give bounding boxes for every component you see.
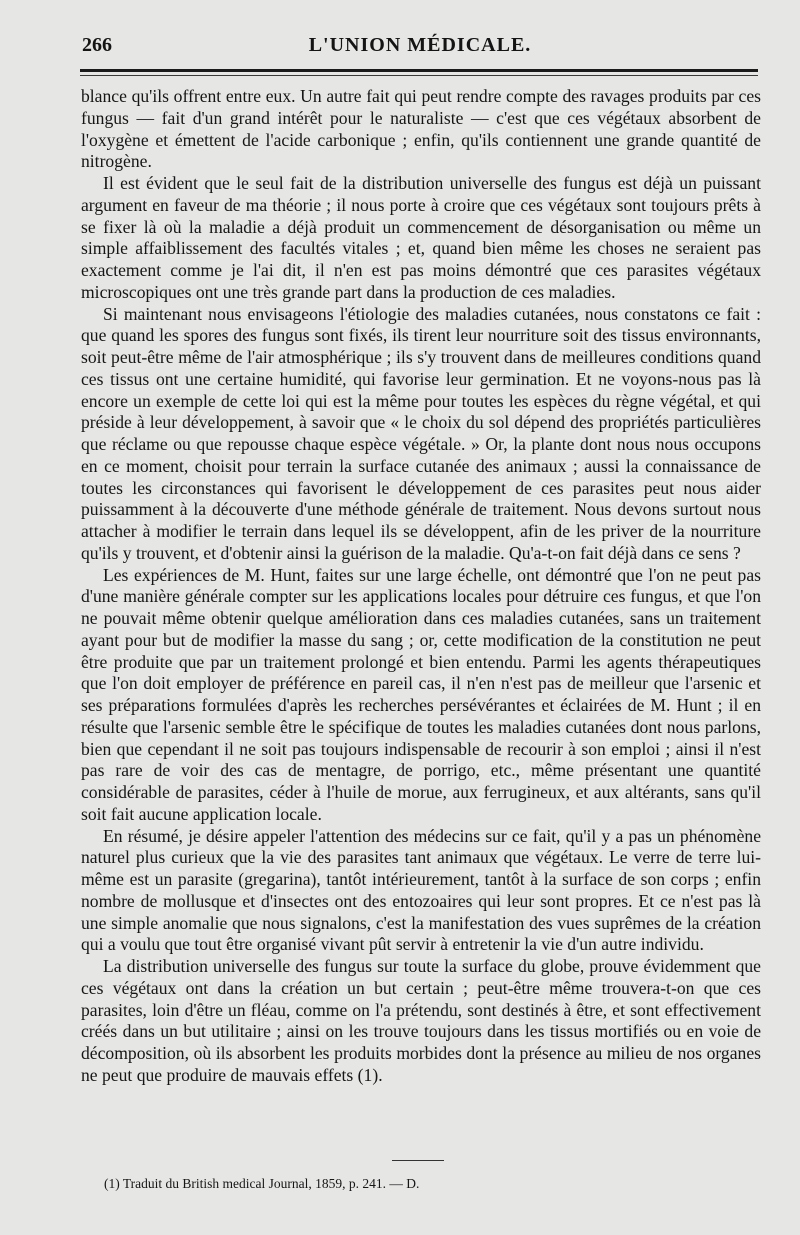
footnote-rule [392, 1160, 444, 1161]
paragraph-3: Si maintenant nous envisageons l'étiologie des maladies cutanées, nous constatons ce fait : que quand les spores des fungus sont fixés, ils tirent leur nourriture soit des tissus environnants, soit peut-être même de l'air atmosphérique ; ils s'y trouvent dans de meilleures conditions quand ces tissus ont une certaine humidité, qui favorise leur germination. Et ne voyons-nous pas là encore un exemple de cette loi qui est la même pour toutes les espèces du règne végétal, et qui préside à leur développement, à savoir que « le choix du sol dépend des propriétés particulières que réclame ou que repousse chaque espèce végétale. » Or, la plante dont nous nous occupons en ce moment, choisit pour terrain la surface cutanée des animaux ; aussi la connaissance de toutes les circonstances qui favorisent le développement de ces parasites peut nous aider puissamment à la découverte d'une méthode générale de traitement. Nous devons surtout nous attacher à modifier le terrain dans lequel ils se développent, afin de les priver de la nourriture qu'ils y trouvent, et d'obtenir ainsi la guérison de la maladie. Qu'a-t-on fait déjà dans ce sens ? [81, 303, 761, 563]
footnote: (1) Traduit du British medical Journal, 1859, p. 241. — D. [104, 1176, 420, 1191]
running-title: L'UNION MÉDICALE. [308, 34, 532, 56]
paragraph-6: La distribution universelle des fungus sur toute la surface du globe, prouve évidemment que ces végétaux ont dans la création un but certain ; peut-être même trouvera-t-on que ces parasites, loin d'être un fléau, comme on l'a prétendu, sont destinés à être, et sont effectivement créés dans un but utilitaire ; ainsi on les trouve toujours dans les tissus mortifiés ou en voie de décomposition, où ils absorbent les produits morbides dont la présence au milieu de nos organes ne peut que produire de mauvais effets (1). [81, 956, 761, 1085]
paragraph-1: blance qu'ils offrent entre eux. Un autre fait qui peut rendre compte des ravages produits par ces fungus — fait d'un grand intérêt pour le naturaliste — c'est que ces végétaux absorbent de l'oxygène et émettent de l'acide carbonique ; enfin, qu'ils contiennent une grande quantité de nitrogène. [81, 86, 761, 172]
page-header [82, 34, 758, 62]
article-body [81, 86, 761, 1087]
paragraph-4: Les expériences de M. Hunt, faites sur une large échelle, ont démontré que l'on ne peut pas d'une manière générale compter sur les applications locales pour détruire ces fungus, et que l'on ne pouvait même obtenir quelque amélioration dans ces maladies cutanées, sans un traitement ayant pour but de modifier la masse du sang ; or, cette modification de la constitution ne peut être produite que par un traitement prolongé et bien entendu. Parmi les agents thérapeutiques que l'on doit employer de préférence en pareil cas, il n'en n'est pas de meilleur que l'arsenic et ses préparations formulées d'après les recherches persévérantes et éclairées de M. Hunt ; il en résulte que l'arsenic semble être le spécifique de toutes les maladies cutanées dont nous parlons, bien que cependant il ne soit pas toujours indispensable de recourir à son emploi ; ainsi il n'est pas rare de voir des cas de mentagre, de porrigo, etc., même présentant une quantité considérable de parasites, céder à l'huile de morue, aux ferrugineux, et aux altérants, sans qu'il soit fait aucune application locale. [81, 564, 761, 824]
page-number: 266 [82, 34, 112, 56]
paragraph-2: Il est évident que le seul fait de la distribution universelle des fungus est déjà un puissant argument en faveur de ma théorie ; il nous porte à croire que ces végétaux sont toujours prêts à se fixer là où la maladie a déjà produit un commencement de désorganisation ou même un simple affaiblissement des facultés vitales ; et, quand bien même les choses ne seraient pas exactement comme je l'ai dit, il n'en est pas moins démontré que ces parasites végétaux microscopiques ont une très grande part dans la production de ces maladies. [81, 173, 761, 302]
header-rule-thin [80, 75, 758, 76]
paragraph-5: En résumé, je désire appeler l'attention des médecins sur ce fait, qu'il y a pas un phénomène naturel plus curieux que la vie des parasites tant animaux que végétaux. Le verre de terre lui-même est un parasite (gregarina), tantôt intérieurement, tantôt à la surface de son corps ; enfin nombre de mollusque et d'insectes ont des entozoaires qui leur sont propres. Et ce n'est pas là une simple anomalie que nous signalons, c'est la manifestation des vues suprêmes de la création qui a voulu que tout être organisé vivant pût servir à entretenir la vie d'un autre individu. [81, 825, 761, 955]
header-rule-thick [80, 69, 758, 72]
